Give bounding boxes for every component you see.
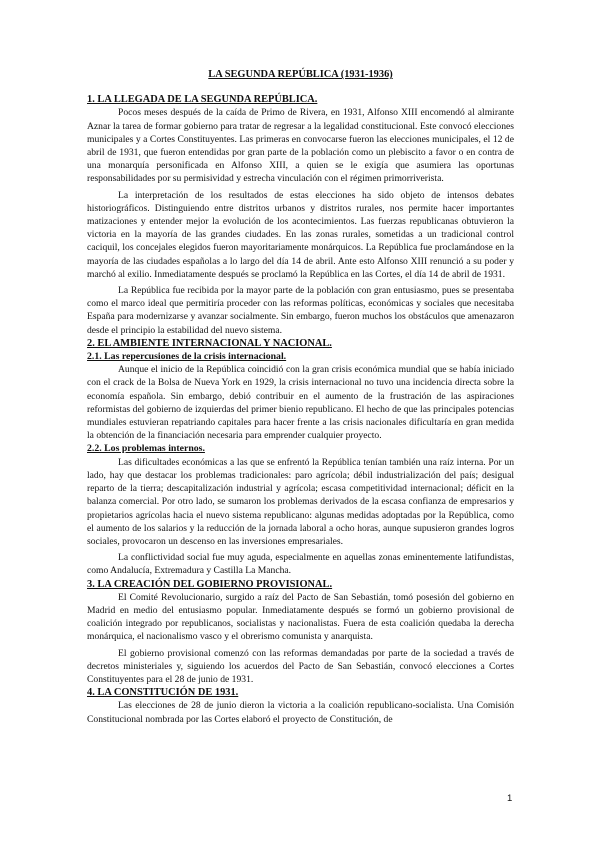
paragraph: La interpretación de los resultados de estas elecciones ha sido objeto de intensos debates historiográficos. Distinguiendo entre distritos urbanos y distritos rurales, nos permite hacer importantes matizaciones y entender mejor la evolución de los acontecimientos. Las fuerzas republicanas obtuvieron la victoria en la mayoría de las grandes ciudades. En las zonas rurales, sometidas a un tradicional control caciquil, los concejales elegidos fueron mayoritariamente monárquicos. La República fue proclamándose en la mayoría de las ciudades españolas a lo largo del día 14 de abril. Ante esto Alfonso XIII renunció a su poder y marchó al exilio. Inmediatamente después se proclamó la República en las Cortes, el día 14 de abril de 1931.: [87, 189, 514, 280]
page-number: 1: [507, 793, 513, 804]
section-heading-1: 1. LA LLEGADA DE LA SEGUNDA REPÚBLICA.: [87, 94, 318, 106]
paragraph: Las elecciones de 28 de junio dieron la victoria a la coalición republicano-socialista. Una Comisión Constitucional nombrada por las Cortes elaboró el proyecto de Constitución, de: [87, 700, 514, 725]
section-heading-3: 3. LA CREACIÓN DEL GOBIERNO PROVISIONAL.: [87, 578, 333, 590]
document-title: LA SEGUNDA REPÚBLICA (1931-1936): [208, 69, 393, 80]
paragraph: El gobierno provisional comenzó con las reformas demandadas por parte de la sociedad a través de decretos ministeriales y, siguiendo los acuerdos del Pacto de San Sebastián, convocó elecciones a Cortes Constituyentes para el 28 de junio de 1931.: [87, 647, 514, 685]
subsection-heading-2-2: 2.2. Los problemas internos.: [87, 443, 205, 455]
paragraph: Pocos meses después de la caída de Primo de Rivera, en 1931, Alfonso XIII encomendó al almirante Aznar la tarea de formar gobierno para tratar de regresar a la legalidad constitucional. Este convocó elecciones municipales y a Cortes Constituyentes. Las primeras en convocarse fueron las elecciones municipales, el 12 de abril de 1931, que fueron entendidas por gran parte de la población como un plebiscito a favor o en contra de una monarquía personificada en Alfonso XIII, a quien se le exigía que asumiera las oportunas responsabilidades por su permisividad y estrecha vinculación con el régimen primorriverista.: [87, 107, 514, 185]
paragraph: Las dificultades económicas a las que se enfrentó la República tenían también una raíz interna. Por un lado, hay que destacar los problemas tradicionales: paro agrícola; débil industrialización del país; desigual reparto de la tierra; descapitalización industrial y agrícola; escasa competitividad internacional; déficit en la balanza comercial. Por otro lado, se sumaron los problemas derivados de la escasa confianza de empresarios y propietarios agrícolas hacia el nuevo sistema republicano: algunas medidas adoptadas por la República, como el aumento de los salarios y la reducción de la jornada laboral a ocho horas, aunque supusieron grandes logros sociales, provocaron un descenso en las inversiones empresariales.: [87, 456, 514, 547]
section-heading-4: 4. LA CONSTITUCIÓN DE 1931.: [87, 687, 239, 699]
document-body: [87, 68, 514, 726]
paragraph: Aunque el inicio de la República coincidió con la gran crisis económica mundial que se había iniciado con el crack de la Bolsa de Nueva York en 1929, la crisis internacional no tuvo una incidencia directa sobre la economía española. Sin embargo, debió contribuir en el aumento de la frustración de las aspiraciones reformistas del gobierno de izquierdas del primer bienio republicano. El hecho de que las principales potencias mundiales estuvieran repatriando capitales para hacer frente a las crisis nacionales dificultaría en gran medida la obtención de la financiación necesaria para emprender cualquier proyecto.: [87, 364, 514, 442]
paragraph: El Comité Revolucionario, surgido a raíz del Pacto de San Sebastián, tomó posesión del gobierno en Madrid en medio del entusiasmo popular. Inmediatamente después se formó un gobierno provisional de coalición integrado por republicanos, socialistas y nacionalistas. Fuera de esta coalición quedaba la derecha monárquica, el nacionalismo vasco y el obrerismo comunista y anarquista.: [87, 591, 514, 643]
paragraph: La conflictividad social fue muy aguda, especialmente en aquellas zonas eminentemente latifundistas, como Andalucía, Extremadura y Castilla La Mancha.: [87, 552, 514, 577]
section-heading-2: 2. EL AMBIENTE INTERNACIONAL Y NACIONAL.: [87, 337, 332, 349]
paragraph: La República fue recibida por la mayor parte de la población con gran entusiasmo, pues se presentaba como el marco ideal que permitiría proceder con las reformas políticas, económicas y sociales que necesitaba España para modernizarse y avanzar socialmente. Sin embargo, fueron muchos los obstáculos que amenazaron desde el principio la estabilidad del nuevo sistema.: [87, 285, 514, 336]
subsection-heading-2-1: 2.1. Las repercusiones de la crisis internacional.: [87, 351, 287, 363]
